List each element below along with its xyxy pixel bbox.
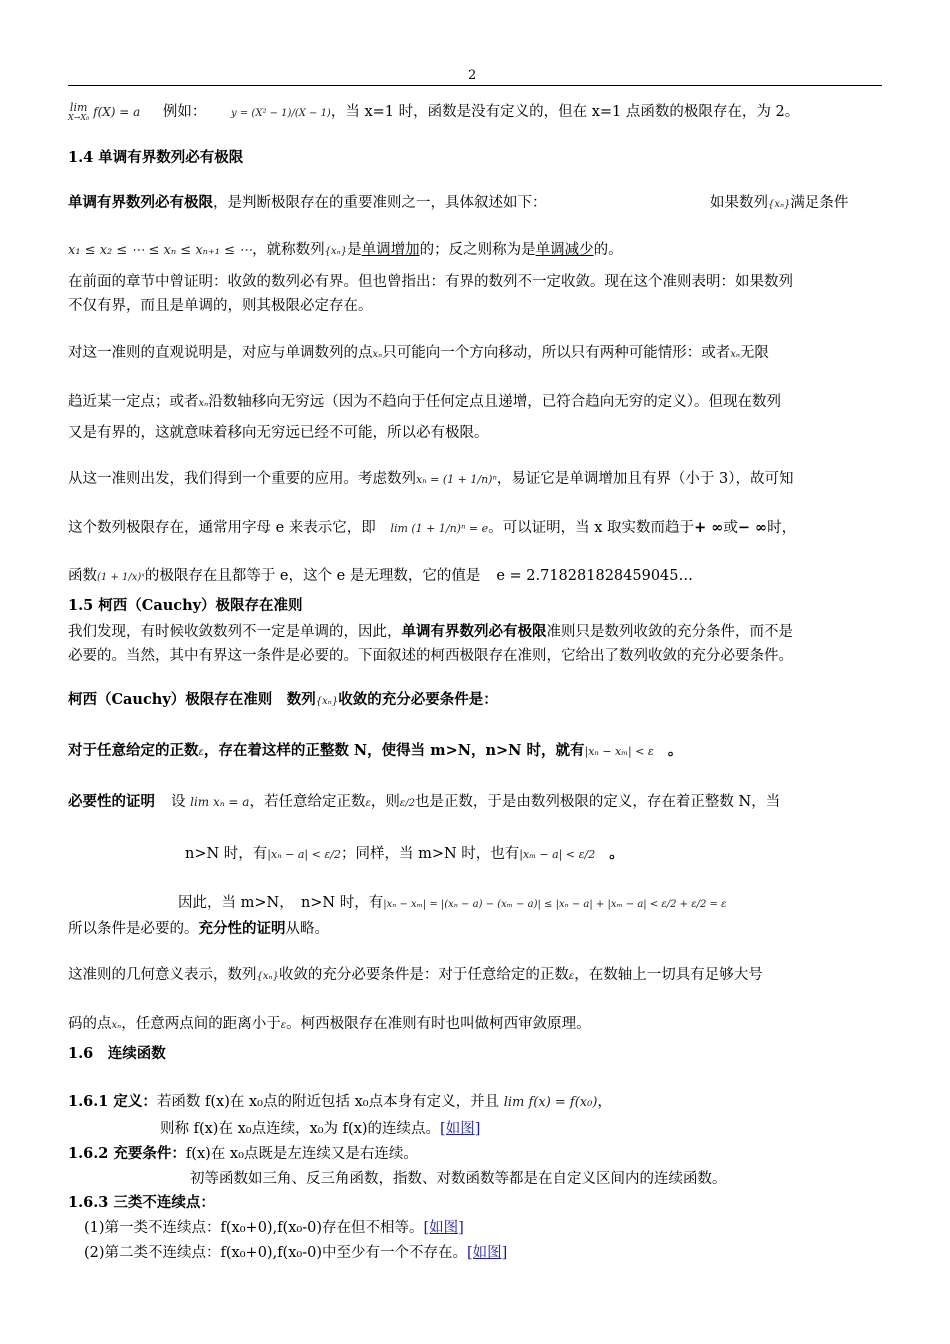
header-rule bbox=[68, 85, 882, 86]
s14-p5-f: 的极限存在且都等于 e，这个 e 是无理数，它的值是 bbox=[144, 568, 481, 584]
formula-lim-e: lim (1 + 1/n)ⁿ = e bbox=[390, 522, 489, 535]
s14-p5-b: ，易证它是单调增加且有界（小于 3），故可知 bbox=[496, 471, 794, 487]
s14-p1-right bbox=[710, 193, 848, 215]
s14-p5-or: 或 bbox=[723, 520, 738, 536]
concl-a: 所以条件是必要的。 bbox=[68, 921, 199, 937]
e-value: e = 2.718281828459045… bbox=[496, 568, 693, 584]
s14-p5-a: 从这一准则出发，我们得到一个重要的应用。考虑数列 bbox=[68, 471, 416, 487]
example-label: 例如： bbox=[162, 104, 207, 120]
s15-p1-line1 bbox=[68, 622, 793, 642]
s14-p5-e: 函数 bbox=[68, 568, 97, 584]
term-decreasing: 单调减少 bbox=[535, 242, 594, 258]
geo-f: 。柯西极限存在准则有时也叫做柯西审敛原理。 bbox=[286, 1016, 591, 1032]
formula-cauchy-cond: |xₙ − xₘ| < ε bbox=[584, 745, 654, 758]
cauchy-condition bbox=[68, 741, 682, 763]
geometric-line2 bbox=[68, 1014, 591, 1036]
geo-b: 收敛的充分必要条件是：对于任意给定的正数 bbox=[278, 967, 569, 983]
s14-p4-e: 沿数轴移向无穷远（因为不趋向于任何定点且递增，已符合趋向无穷的定义）。但现在数列 bbox=[208, 394, 781, 410]
s14-p2-a: ，就称数列 bbox=[252, 242, 325, 258]
seq-xn-3: {xₙ} bbox=[315, 696, 339, 707]
s14-p5-line2 bbox=[68, 518, 796, 539]
geometric-line1 bbox=[68, 965, 763, 987]
seq-xn-1: {xₙ} bbox=[768, 199, 791, 210]
disc1-text: (1)第一类不连续点：f(x₀+0),f(x₀-0)存在但不相等。 bbox=[84, 1220, 424, 1236]
s14-p1-right-a: 如果数列 bbox=[710, 195, 768, 211]
formula-y: y = (X² − 1)/(X − 1) bbox=[231, 108, 331, 119]
formula-nec3: |xₘ − a| < ε/2 bbox=[519, 848, 596, 861]
nec2-c: 。 bbox=[609, 845, 624, 862]
half-eps: ε/2 bbox=[399, 798, 415, 809]
seq-xn-4: {xₙ} bbox=[256, 971, 279, 982]
s14-p4-c: 无限 bbox=[739, 345, 769, 361]
geo-d: 码的点 bbox=[68, 1016, 112, 1032]
s15-p1-a: 我们发现，有时候收敛数列不一定是单调的，因此， bbox=[68, 624, 402, 640]
def-a: 若函数 f(x)在 x₀点的附近包括 x₀点本身有定义，并且 bbox=[156, 1094, 500, 1110]
elementary-line: 初等函数如三角、反三角函数，指数、对数函数等都是在自定义区间内的连续函数。 bbox=[190, 1171, 727, 1187]
nec2-a: n>N 时，有 bbox=[185, 846, 268, 862]
intro-line bbox=[68, 102, 799, 124]
s14-p1-bold: 单调有界数列必有极限 bbox=[68, 194, 213, 211]
xn-4: xₙ bbox=[111, 1020, 122, 1031]
figure-link-3[interactable]: [如图] bbox=[467, 1245, 508, 1261]
s14-p1 bbox=[68, 193, 547, 213]
thus-line bbox=[178, 893, 726, 915]
discontinuity-1 bbox=[84, 1218, 464, 1238]
intro-text: ，当 x=1 时，函数是没有定义的，但在 x=1 点函数的极限存在，为 2。 bbox=[330, 104, 800, 120]
formula-func: (1 + 1/x)ˣ bbox=[97, 572, 145, 583]
geo-a: 这准则的几何意义表示，数列 bbox=[68, 967, 257, 983]
heading-1-5: 1.5 柯西（Cauchy）极限存在准则 bbox=[68, 597, 303, 614]
eps-1: ε bbox=[198, 747, 204, 758]
s14-p1-rest: ，是判断极限存在的重要准则之一，具体叙述如下： bbox=[213, 195, 547, 211]
term-increasing: 单调增加 bbox=[361, 242, 420, 258]
eps-3: ε bbox=[568, 971, 575, 982]
nec-b: 设 bbox=[171, 794, 186, 810]
heading-1-4: 1.4 单调有界数列必有极限 bbox=[68, 149, 244, 166]
s14-p4-line1 bbox=[68, 343, 769, 365]
s14-p4-line2 bbox=[68, 392, 781, 414]
nec-d: ，则 bbox=[370, 794, 400, 810]
figure-link-1[interactable]: [如图] bbox=[440, 1121, 481, 1137]
heading-1-6: 1.6 连续函数 bbox=[68, 1045, 166, 1062]
s14-p2-d: 的。 bbox=[593, 242, 623, 258]
s14-p2-b: 是 bbox=[347, 242, 362, 258]
figure-link-2[interactable]: [如图] bbox=[423, 1220, 464, 1236]
s14-p5-time: 时， bbox=[767, 520, 797, 536]
necessity-line bbox=[68, 792, 780, 814]
definition-line2 bbox=[160, 1119, 480, 1139]
sufficiency-label: 充分性的证明 bbox=[198, 920, 286, 937]
geo-e: ，任意两点间的距离小于 bbox=[121, 1016, 281, 1032]
page-number: 2 bbox=[468, 68, 477, 83]
s14-p3-line2: 不仅有界，而且是单调的，则其极限必定存在。 bbox=[68, 298, 373, 314]
s14-p4-a: 对这一准则的直观说明是，对应与单调数列的点 bbox=[68, 345, 373, 361]
formula-seq-e: xₙ = (1 + 1/n)ⁿ bbox=[416, 473, 497, 486]
xn-3: xₙ bbox=[198, 398, 209, 409]
formula-nec2: |xₙ − a| < ε/2 bbox=[267, 848, 341, 861]
s14-p4-d: 趋近某一定点；或者 bbox=[68, 394, 199, 410]
disc2-text: (2)第二类不连续点：f(x₀+0),f(x₀-0)中至少有一个不存在。 bbox=[84, 1245, 467, 1261]
nec-e: 也是正数，于是由数列极限的定义，存在着正整数 N，当 bbox=[414, 794, 781, 810]
plus-infinity: + ∞ bbox=[694, 519, 724, 536]
seq-xn-2: {xₙ} bbox=[324, 246, 348, 257]
s14-p5-d: 。可以证明，当 x 取实数而趋于 bbox=[488, 520, 695, 536]
thus-a: 因此，当 m>N， n>N 时，有 bbox=[178, 895, 384, 911]
minus-infinity: − ∞ bbox=[737, 519, 768, 536]
discontinuity-label: 1.6.3 三类不连续点： bbox=[68, 1194, 215, 1211]
cauchy-criterion bbox=[68, 690, 498, 712]
formula-nec-lim: lim xₙ = a bbox=[190, 795, 250, 809]
concl-c: 从略。 bbox=[285, 921, 329, 937]
s14-p4-line3: 又是有界的，这就意味着移向无穷远已经不可能，所以必有极限。 bbox=[68, 425, 489, 441]
eps-2: ε bbox=[365, 798, 371, 809]
criterion-a: 柯西（Cauchy）极限存在准则 数列 bbox=[68, 691, 316, 708]
s14-p4-b: 只可能向一个方向移动，所以只有两种可能情形：或者 bbox=[382, 345, 731, 361]
xn-1: xₙ bbox=[372, 349, 383, 360]
nec-c: ，若任意给定正数 bbox=[249, 794, 366, 810]
necessity-label: 必要性的证明 bbox=[68, 793, 155, 810]
cond-c: 。 bbox=[667, 742, 683, 759]
eps-4: ε bbox=[280, 1020, 287, 1031]
xn-2: xₙ bbox=[730, 349, 740, 360]
s14-p2 bbox=[68, 240, 623, 262]
conclusion-line bbox=[68, 919, 329, 939]
definition-label: 1.6.1 定义： bbox=[68, 1093, 157, 1110]
formula-lim-fx: lim X→X₀ f(X) = a bbox=[68, 100, 141, 122]
cond-a: 对于任意给定的正数 bbox=[68, 742, 199, 759]
formula-thus: |xₙ − xₘ| = |(xₙ − a) − (xₘ − a)| ≤ |xₙ − a| + |xₘ − a| < ε/2 + ε/2 = ε bbox=[383, 899, 727, 910]
def2-text: 则称 f(x)在 x₀点连续，x₀为 f(x)的连续点。 bbox=[160, 1121, 441, 1137]
formula-continuity: lim f(x) = f(x₀) bbox=[503, 1095, 598, 1110]
s14-p3-line1: 在前面的章节中曾证明：收敛的数列必有界。但也曾指出：有界的数列不一定收敛。现在这个准则表明：如果数列 bbox=[68, 274, 793, 290]
nec2-b: ；同样，当 m>N 时，也有 bbox=[340, 846, 520, 862]
s14-p2-c: 的；反之则称为是 bbox=[419, 242, 536, 258]
formula-seq-cond: x₁ ≤ x₂ ≤ ⋯ ≤ xₙ ≤ xₙ₊₁ ≤ ⋯ bbox=[68, 243, 253, 258]
discontinuity-2 bbox=[84, 1243, 507, 1263]
s15-p1-line2: 必要的。当然，其中有界这一条件是必要的。下面叙述的柯西极限存在准则，它给出了数列收敛的充分必要条件。 bbox=[68, 648, 793, 664]
condition-line bbox=[68, 1144, 418, 1164]
s14-p5-line1 bbox=[68, 469, 794, 490]
def-b: ， bbox=[597, 1094, 612, 1110]
cond-b: ，存在着这样的正整数 N，使得当 m>N，n>N 时，就有 bbox=[203, 742, 585, 759]
condition-label: 1.6.2 充要条件： bbox=[68, 1145, 186, 1162]
s14-p1-right-b: 满足条件 bbox=[790, 195, 849, 211]
criterion-b: 收敛的充分必要条件是： bbox=[338, 691, 498, 708]
s14-p5-c: 这个数列极限存在，通常用字母 e 来表示它，即 bbox=[68, 520, 376, 536]
s14-p5-line3 bbox=[68, 566, 693, 588]
s15-p1-bold: 单调有界数列必有极限 bbox=[401, 623, 547, 640]
s15-p1-c: 准则只是数列收敛的充分条件，而不是 bbox=[546, 624, 793, 640]
definition-line bbox=[68, 1092, 612, 1113]
geo-c: ，在数轴上一切具有足够大号 bbox=[574, 967, 763, 983]
necessity-line2 bbox=[185, 844, 624, 865]
condition-text: f(x)在 x₀点既是左连续又是右连续。 bbox=[185, 1146, 418, 1162]
